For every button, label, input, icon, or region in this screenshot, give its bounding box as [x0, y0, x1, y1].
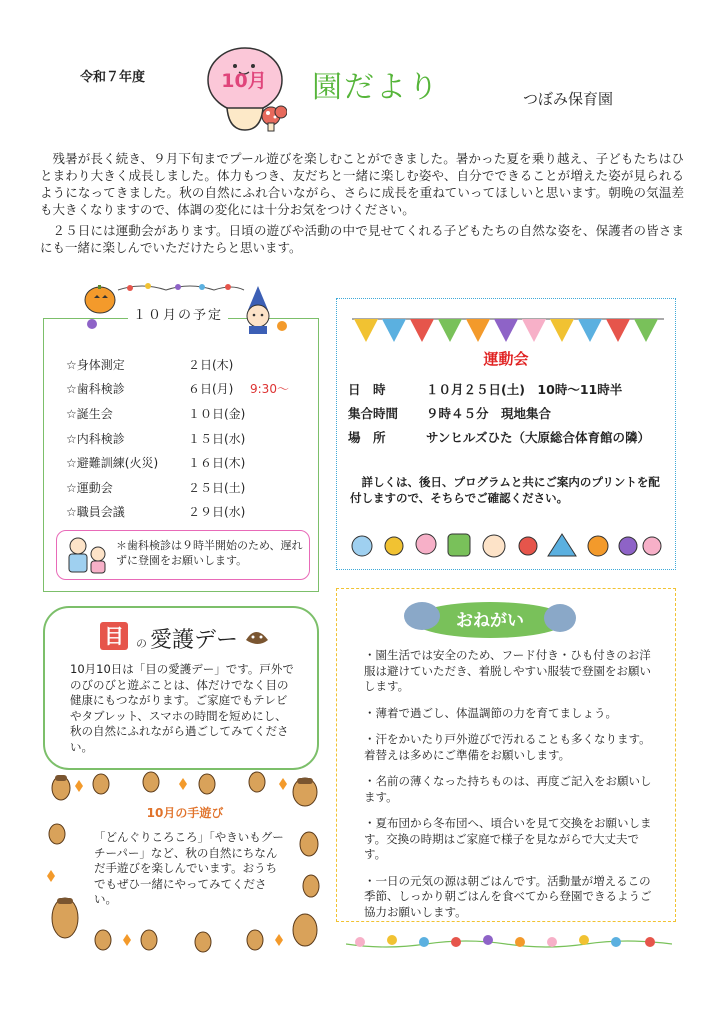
sports-gather-label: 集合時間: [348, 406, 399, 421]
schedule-item-date: １６日(木): [188, 456, 246, 471]
newsletter-title: 園だより: [312, 70, 440, 105]
sports-date-row: [348, 380, 622, 398]
schedule-item-name: ☆歯科検診: [66, 382, 125, 397]
eye-title-rest: 愛護デー: [150, 628, 239, 653]
requests-title: [400, 596, 580, 642]
schedule-item-name: ☆職員会議: [66, 505, 125, 520]
request-item: ・薄着で過ごし、体温調節の力を育てましょう。: [364, 705, 617, 720]
eye-title-char: 目: [104, 624, 124, 648]
requests-title-text: おねがい: [456, 611, 524, 631]
sports-gather-value: ９時４５分 現地集合: [426, 406, 552, 421]
dental-note-text: ＊歯科検診は９時半開始のため、遅れずに登園をお願いします。: [116, 539, 303, 567]
flower-garland: [346, 930, 672, 954]
request-item: ・名前の薄くなった持ちものは、再度ご記入をお願いします。: [364, 774, 652, 804]
intro-paragraph-1: 残暑が長く続き、９月下旬までプール遊びを楽しむことができました。暑かった夏を乗り越え、子どもたちはひとまわり大きく成長しました。体力もつき、友だちと一緒に楽しむ姿や、自分でできることが増えた姿が見られるようになってきました。秋の自然にふれ合いながら、さらに成長を重ねていってほしいと思います。朝晩の気温差も大きくなりますので、体調の変化には十分お気をつけください。: [40, 151, 684, 217]
hand-play-text: 「どんぐりころころ」「やきいもグーチーパー」など、秋の自然にちなんだ手遊びを楽しんでいます。おうちでもぜひ一緒にやってみてください。: [94, 830, 284, 906]
schedule-item-name: ☆避難訓練(火災): [66, 456, 159, 471]
schedule-item-name: ☆内科検診: [66, 431, 125, 446]
animal-parade-illustration: [348, 526, 664, 562]
schedule-row: [66, 426, 316, 451]
schedule-item-name: ☆誕生会: [66, 406, 113, 421]
schedule-item-date: ２９日(水): [188, 505, 246, 520]
schedule-row: [66, 377, 316, 402]
fiscal-year: 令和７年度: [80, 70, 146, 85]
schedule-row: [66, 352, 316, 377]
schedule-row: [66, 401, 316, 426]
schedule-title: １０月の予定: [128, 304, 228, 323]
hand-play-title: 10月の手遊び: [146, 806, 224, 820]
intro-paragraph-2: ２５日には運動会があります。日頃の遊びや活動の中で見せてくれる子どもたちの自然な姿を、保護者の皆さまにも一緒に楽しんでいただけたらと思います。: [40, 223, 684, 255]
schedule-item-date: １５日(水): [188, 431, 246, 446]
schedule-row: [66, 500, 316, 525]
sports-day-title: 運動会: [483, 350, 529, 368]
request-item: ・汗をかいたり戸外遊びで汚れることも多くなります。着替えは多めにご準備をお願いします。: [364, 732, 651, 762]
sports-date-value: １０月２５日(土) 10時～11時半: [426, 382, 623, 397]
month-badge: 10月: [221, 70, 267, 92]
schedule-item-name: ☆運動会: [66, 480, 113, 495]
request-item: ・夏布団から冬布団へ、頃合いを見て交換をお願いします。交換の時期はご家庭で様子を見ながらで大丈夫です。: [364, 816, 652, 861]
eye-care-title: [98, 614, 278, 656]
intro-text: [40, 150, 684, 256]
request-item: ・園生活では安全のため、フード付き・ひも付きのお洋服は避けていただき、着脱しやすい服装で登園をお願いします。: [364, 648, 652, 693]
eye-title-small: の: [136, 637, 147, 650]
eye-care-text: 10月10日は「目の愛護デー」です。戸外でのびのびと遊ぶことは、体だけでなく目の健康にもつながります。ご家庭でもテレビやタブレット、スマホの時間を短めにし、秋の自然にふれながら過ごしてみてください。: [70, 662, 294, 754]
schedule-row: [66, 475, 316, 500]
sports-day-detail: 詳しくは、後日、プログラムと共にご案内のプリントを配付しますので、そちらでご確認ください。: [350, 475, 660, 505]
schedule-list: [66, 352, 316, 524]
schedule-item-date: ２５日(土): [188, 480, 246, 495]
sports-date-label: 日 時: [348, 382, 386, 397]
sports-place-label: 場 所: [348, 430, 386, 445]
schedule-item-time: 9:30～: [250, 382, 289, 397]
sports-gather-row: [348, 404, 551, 422]
sports-place-value: サンヒルズひた（大原総合体育館の隣）: [426, 430, 651, 445]
schedule-item-name: ☆身体測定: [66, 357, 125, 372]
sports-place-row: [348, 428, 650, 446]
request-item: ・一日の元気の源は朝ごはんです。活動量が増えるこの季節、しっかり朝ごはんを食べてから登園できるようご協力お願いします。: [364, 873, 652, 919]
schedule-item-date: ６日(月): [188, 382, 234, 397]
nursery-name: つぼみ保育園: [523, 90, 614, 108]
schedule-item-date: ２日(木): [188, 357, 234, 372]
schedule-row: [66, 450, 316, 475]
requests-list: [364, 648, 660, 931]
bunting-flags: [352, 316, 664, 348]
dentist-icon: [64, 534, 110, 576]
schedule-item-date: １０日(金): [188, 406, 246, 421]
